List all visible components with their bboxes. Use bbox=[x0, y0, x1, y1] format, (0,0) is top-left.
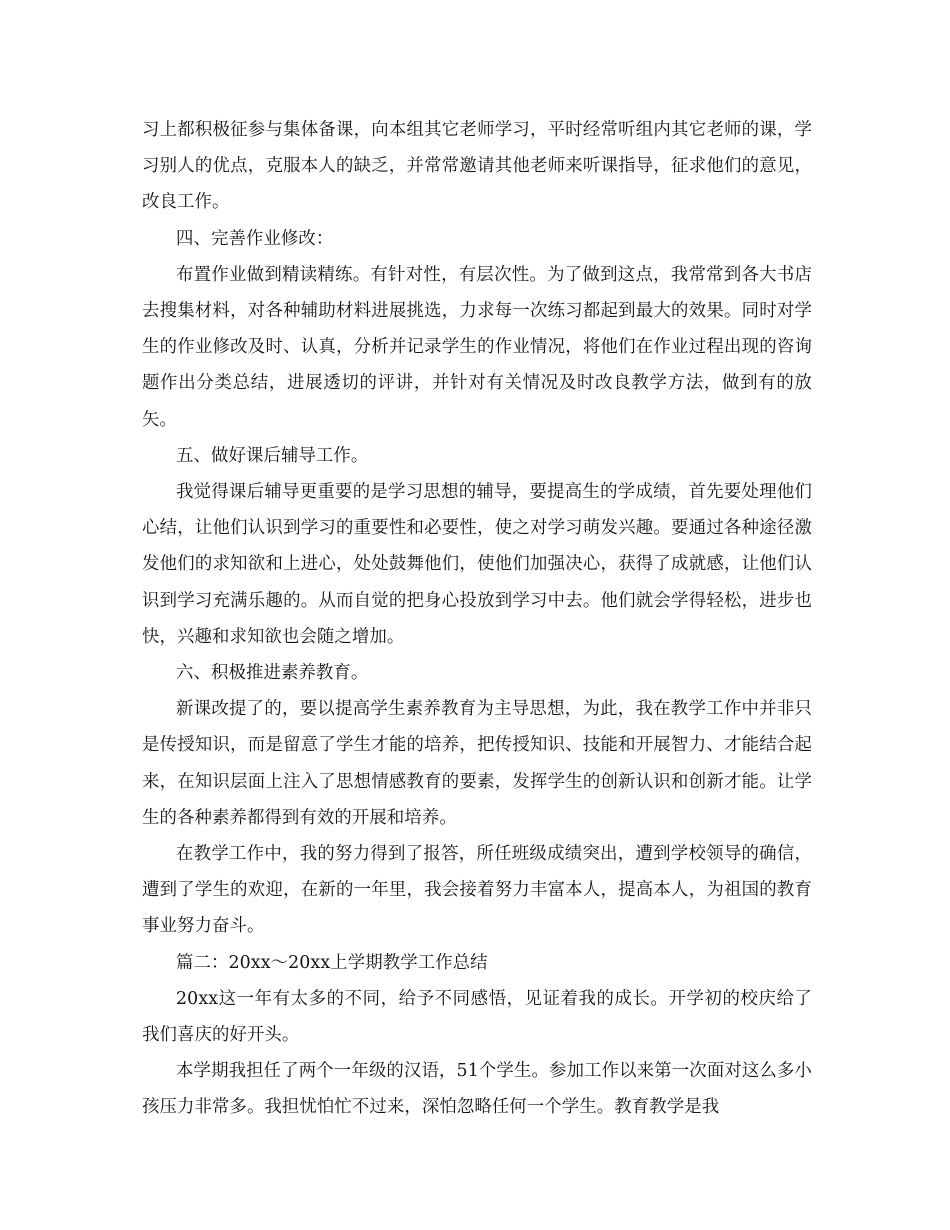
paragraph-conclusion: 在教学工作中，我的努力得到了报答，所任班级成绩突出，遭到学校领导的确信，遭到了学生的欢迎，在新的一年里，我会接着努力丰富本人，提高本人，为祖国的教育事业努力奋斗。 bbox=[142, 844, 812, 937]
section-heading-quality-education: 六、积极推进素养教育。 bbox=[176, 663, 369, 684]
paragraph-continuation: 习上都积极征参与集体备课，向本组其它老师学习，平时经常听组内其它老师的课，学习别人的优点，克服本人的缺乏，并常常邀请其他老师来听课指导，征求他们的意见，改良工作。 bbox=[142, 120, 812, 213]
document-body bbox=[142, 112, 812, 1126]
paragraph-quality-education: 新课改提了的，要以提高学生素养教育为主导思想，为此，我在教学工作中并非只是传授知识，而是留意了学生才能的培养，把传授知识、技能和开展智力、才能结合起来，在知识层面上注入了思想情感教育的要素，发挥学生的创新认识和创新才能。让学生的各种素养都得到有效的开展和培养。 bbox=[142, 699, 812, 828]
paragraph-homework: 布置作业做到精读精练。有针对性，有层次性。为了做到这点，我常常到各大书店去搜集材料，对各种辅助材料进展挑选，力求每一次练习都起到最大的效果。同时对学生的作业修改及时、认真，分析并记录学生的作业情况，将他们在作业过程出现的咨询题作出分类总结，进展透切的评讲，并针对有关情况及时改良教学方法，做到有的放矢。 bbox=[142, 264, 812, 430]
section-heading-tutoring: 五、做好课后辅导工作。 bbox=[176, 445, 369, 466]
paragraph-article-two-intro: 20xx这一年有太多的不同，给予不同感悟，见证着我的成长。开学初的校庆给了我们喜庆的好开头。 bbox=[142, 988, 812, 1046]
paragraph-tutoring: 我觉得课后辅导更重要的是学习思想的辅导，要提高生的学成绩，首先要处理他们心结，让他们认识到学习的重要性和必要性，使之对学习萌发兴趣。要通过各种途径激发他们的求知欲和上进心，处处鼓舞他们，使他们加强决心，获得了成就感，让他们认识到学习充满乐趣的。从而自觉的把身心投放到学习中去。他们就会学得轻松，进步也快，兴趣和求知欲也会随之增加。 bbox=[142, 482, 812, 647]
section-heading-homework: 四、完善作业修改： bbox=[176, 228, 334, 249]
article-two-title: 篇二：20xx～20xx上学期教学工作总结 bbox=[176, 952, 488, 973]
paragraph-article-two-body: 本学期我担任了两个一年级的汉语，51个学生。参加工作以来第一次面对这么多小孩压力非常多。我担忧怕忙不过来，深怕忽略任何一个学生。教育教学是我 bbox=[142, 1061, 812, 1118]
